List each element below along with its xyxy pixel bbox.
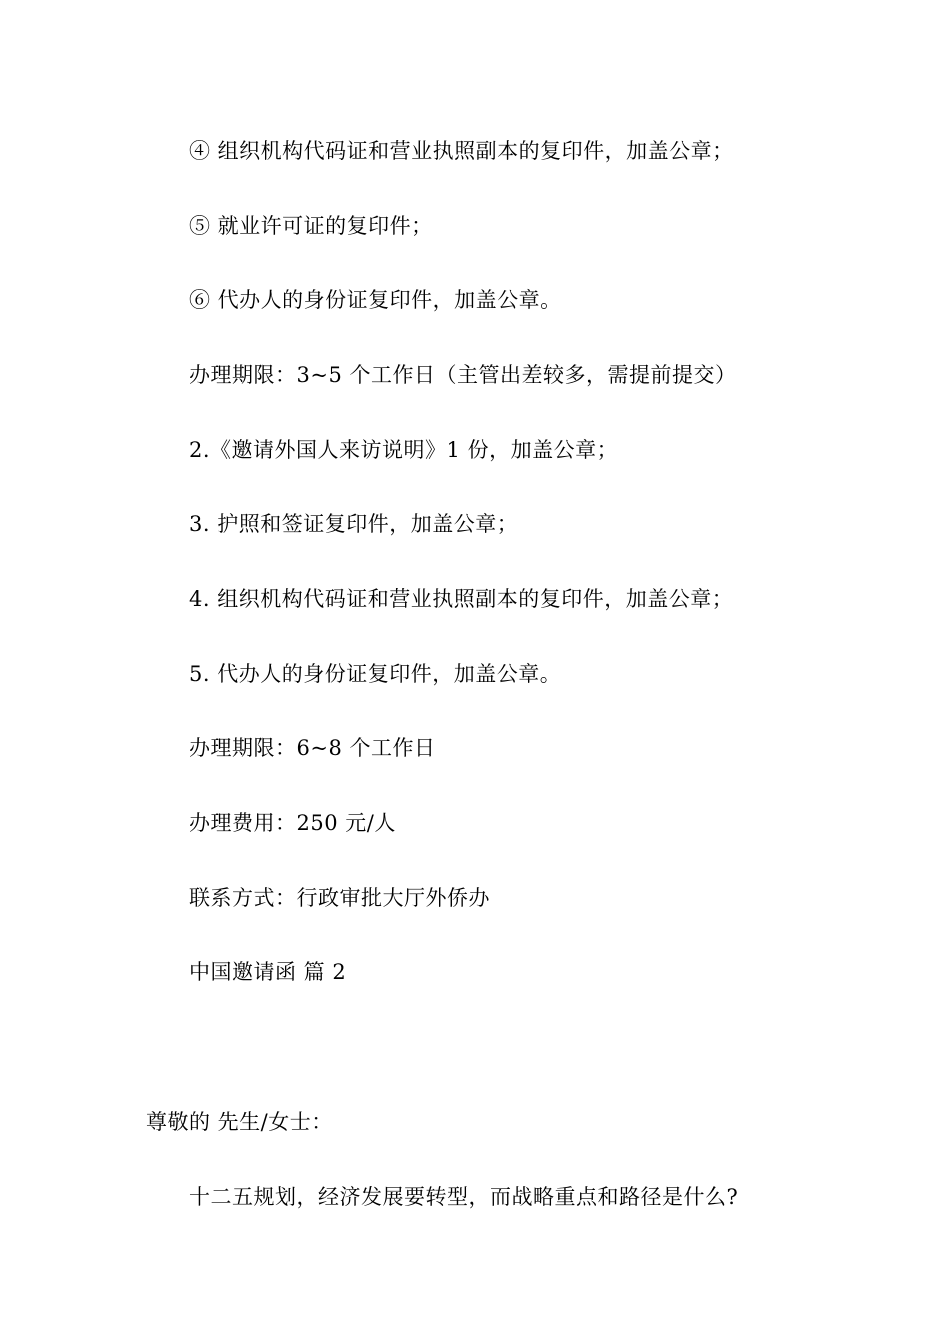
list-item-org-code-copy: 4. 组织机构代码证和营业执照副本的复印件，加盖公章； — [189, 587, 734, 611]
body-paragraph: 十二五规划，经济发展要转型，而战略重点和路径是什么? — [189, 1185, 739, 1209]
list-item-business-license-copy: ④ 组织机构代码证和营业执照副本的复印件，加盖公章； — [189, 139, 734, 163]
list-item-invitation-statement: 2.《邀请外国人来访说明》1 份，加盖公章； — [189, 438, 619, 462]
processing-time-text-2: 办理期限：6~8 个工作日 — [189, 736, 436, 760]
contact-text: 联系方式：行政审批大厅外侨办 — [189, 886, 490, 910]
list-item-passport-visa-copy: 3. 护照和签证复印件，加盖公章； — [189, 512, 519, 536]
list-item-agent-id-copy-2: 5. 代办人的身份证复印件，加盖公章。 — [189, 662, 562, 686]
processing-time-text: 办理期限：3~5 个工作日（主管出差较多，需提前提交） — [189, 363, 737, 387]
salutation: 尊敬的 先生/女士： — [146, 1110, 333, 1134]
list-item-agent-id-copy: ⑥ 代办人的身份证复印件，加盖公章。 — [189, 288, 562, 312]
list-item-work-permit-copy: ⑤ 就业许可证的复印件； — [189, 214, 433, 238]
processing-fee-text: 办理费用：250 元/人 — [189, 811, 396, 835]
section-heading: 中国邀请函 篇 2 — [189, 960, 347, 984]
